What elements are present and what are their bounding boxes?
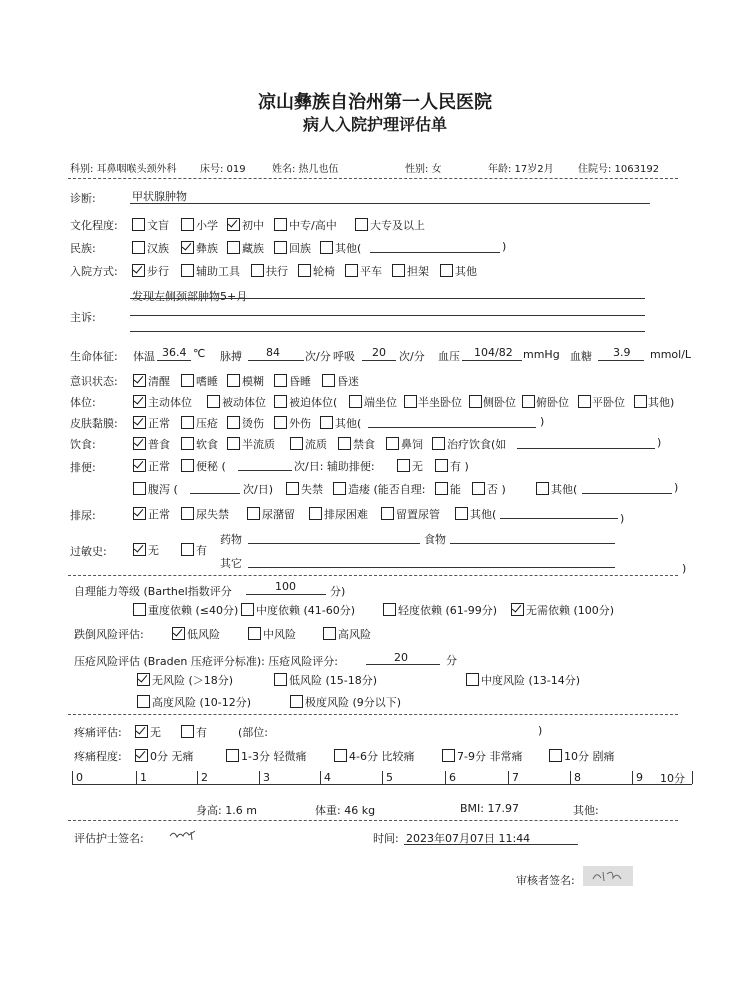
fall-checkbox-0[interactable] <box>172 627 185 640</box>
edu-checkbox-4[interactable] <box>355 218 368 231</box>
pain-scale-tick <box>445 771 446 784</box>
diet-option-5: 鼻饲 <box>401 438 423 451</box>
time-underline <box>404 844 578 845</box>
selfcare-checkbox-0[interactable] <box>133 603 146 616</box>
urine-label: 排尿: <box>70 509 96 522</box>
selfcare-score[interactable]: 100 <box>275 580 296 593</box>
stool-diarrhea-checkbox[interactable] <box>133 482 146 495</box>
temp-value[interactable]: 36.4 <box>162 346 187 359</box>
education-label: 文化程度: <box>70 219 118 232</box>
con-option-1: 嗜睡 <box>196 375 218 388</box>
skin-checkbox-3[interactable] <box>274 416 287 429</box>
adm-option-6: 其他 <box>455 265 477 278</box>
stool-constipation-label: 便秘 ( <box>196 460 226 473</box>
eth-checkbox-4[interactable] <box>320 241 333 254</box>
selfcare-checkbox-1[interactable] <box>241 603 254 616</box>
pos-checkbox-0[interactable] <box>133 395 146 408</box>
pain-level-checkbox-3[interactable] <box>442 749 455 762</box>
pos-option-7: 平卧位 <box>592 396 625 409</box>
stool-freq-unit: 次/日: 辅助排便: <box>294 460 375 473</box>
glucose-line <box>598 360 644 361</box>
pressure-checkbox-1[interactable] <box>274 673 287 686</box>
edu-checkbox-2[interactable] <box>227 218 240 231</box>
pressure-option-1: 低风险 (15-18分) <box>289 674 378 687</box>
diet-checkbox-6[interactable] <box>432 437 445 450</box>
pain-level-option-0: 0分 无痛 <box>150 750 194 763</box>
pos-option-0: 主动体位 <box>148 396 192 409</box>
pain-scale-label: 5 <box>386 771 393 784</box>
diet-label: 饮食: <box>70 438 96 451</box>
diet-checkbox-2[interactable] <box>227 437 240 450</box>
urine-checkbox-0[interactable] <box>133 507 146 520</box>
age: 年龄: 17岁2月 <box>488 164 554 175</box>
pain-scale-label: 4 <box>324 771 331 784</box>
form-title: 病人入院护理评估单 <box>302 115 447 134</box>
allergy-none-label: 无 <box>148 544 159 557</box>
divider <box>68 575 678 576</box>
time-value: 2023年07月07日 11:44 <box>406 832 531 845</box>
pain-scale-label: 8 <box>574 771 581 784</box>
pain-scale-label: 6 <box>449 771 456 784</box>
diet-close: ) <box>657 436 662 449</box>
pos-checkbox-2[interactable] <box>274 395 287 408</box>
pos-option-4: 半坐卧位 <box>418 396 462 409</box>
adm-option-5: 担架 <box>407 265 429 278</box>
admission-no: 住院号: 1063192 <box>578 164 660 175</box>
con-option-2: 模糊 <box>242 375 264 388</box>
diet-option-3: 流质 <box>305 438 327 451</box>
pain-scale-tick <box>320 771 321 784</box>
fall-option-2: 高风险 <box>338 628 371 641</box>
pain-level-checkbox-2[interactable] <box>334 749 347 762</box>
body-other-label: 其他: <box>573 804 599 817</box>
pulse-label: 脉搏 <box>220 350 242 363</box>
pressure-option-4: 极度风险 (9分以下) <box>305 696 402 709</box>
pain-scale-label: 9 <box>636 771 643 784</box>
skin-option-2: 烫伤 <box>242 417 264 430</box>
divider <box>68 820 678 821</box>
pos-checkbox-4[interactable] <box>404 395 417 408</box>
stool-close: ) <box>674 481 679 494</box>
fall-option-1: 中风险 <box>263 628 296 641</box>
selfcare-option-0: 重度依赖 (≤40分) <box>148 604 239 617</box>
skin-option-4: 其他( <box>335 417 362 430</box>
weight-value: 体重: 46 kg <box>315 804 376 817</box>
con-checkbox-2[interactable] <box>227 374 240 387</box>
adm-option-3: 轮椅 <box>313 265 335 278</box>
pain-scale-tick <box>259 771 260 784</box>
allergy-close: ) <box>682 562 687 575</box>
urine-option-3: 排尿困难 <box>324 508 368 521</box>
pain-level-checkbox-4[interactable] <box>549 749 562 762</box>
pain-scale-label: 2 <box>201 771 208 784</box>
resp-label: 呼吸 <box>333 350 355 363</box>
stool-has-checkbox[interactable] <box>435 459 448 472</box>
skin-option-3: 外伤 <box>289 417 311 430</box>
urine-option-5: 其他( <box>470 508 497 521</box>
glucose-unit: mmol/L <box>650 348 692 361</box>
allergy-has-label: 有 <box>196 544 207 557</box>
con-option-0: 清醒 <box>148 375 170 388</box>
selfcare-unit: 分) <box>330 585 346 598</box>
urine-option-0: 正常 <box>148 508 170 521</box>
pressure-line <box>366 664 440 665</box>
pain-scale-line <box>72 784 692 785</box>
pos-checkbox-6[interactable] <box>522 395 535 408</box>
selfcare-option-2: 轻度依赖 (61-99分) <box>398 604 498 617</box>
complaint-line-2 <box>130 315 645 316</box>
pos-option-3: 端坐位 <box>364 396 397 409</box>
time-label: 时间: <box>373 832 399 845</box>
pain-level-option-2: 4-6分 比较痛 <box>349 750 415 763</box>
pressure-checkbox-2[interactable] <box>466 673 479 686</box>
glucose-label: 血糖 <box>570 350 592 363</box>
pain-scale-label: 3 <box>263 771 270 784</box>
diagnosis-underline <box>130 203 650 204</box>
selfcare-line <box>246 594 326 595</box>
pain-scale-tick <box>382 771 383 784</box>
edu-checkbox-1[interactable] <box>181 218 194 231</box>
diarrhea-line <box>190 493 240 494</box>
pulse-value[interactable]: 84 <box>266 346 280 359</box>
fall-option-0: 低风险 <box>187 628 220 641</box>
allergy-food-line <box>450 543 615 544</box>
stool-label: 排便: <box>70 461 96 474</box>
urine-other-line <box>500 518 618 519</box>
pain-scale-tick <box>632 771 633 784</box>
stool-can-label: 能 <box>450 483 461 496</box>
pain-level-option-1: 1-3分 轻微痛 <box>241 750 307 763</box>
stool-stoma-checkbox[interactable] <box>333 482 346 495</box>
skin-checkbox-2[interactable] <box>227 416 240 429</box>
skin-checkbox-1[interactable] <box>181 416 194 429</box>
adm-option-2: 扶行 <box>266 265 288 278</box>
urine-checkbox-1[interactable] <box>181 507 194 520</box>
urine-close: ) <box>620 512 625 525</box>
stool-other-checkbox[interactable] <box>536 482 549 495</box>
resp-unit: 次/分 <box>399 350 425 363</box>
consciousness-label: 意识状态: <box>70 375 118 388</box>
reviewer-signature-label: 审核者签名: <box>516 874 575 887</box>
nurse-signature-label: 评估护士签名: <box>74 832 144 845</box>
stool-constipation-checkbox[interactable] <box>181 459 194 472</box>
diagnosis-value[interactable]: 甲状腺肿物 <box>132 190 187 203</box>
adm-option-1: 辅助工具 <box>196 265 240 278</box>
complaint-line-1 <box>130 298 645 299</box>
adm-checkbox-0[interactable] <box>132 264 145 277</box>
stool-can-checkbox[interactable] <box>435 482 448 495</box>
pulse-line <box>248 360 304 361</box>
pos-checkbox-1[interactable] <box>207 395 220 408</box>
hospital-name: 凉山彝族自治州第一人民医院 <box>258 92 492 113</box>
diet-option-0: 普食 <box>148 438 170 451</box>
pain-has-checkbox[interactable] <box>181 725 194 738</box>
edu-option-1: 小学 <box>196 219 218 232</box>
adm-checkbox-1[interactable] <box>181 264 194 277</box>
allergy-drug-line <box>248 543 420 544</box>
diagnosis-label: 诊断: <box>70 192 96 205</box>
pressure-option-3: 高度风险 (10-12分) <box>152 696 252 709</box>
stool-other-label: 其他( <box>551 483 578 496</box>
diet-option-4: 禁食 <box>353 438 375 451</box>
pressure-checkbox-0[interactable] <box>137 673 150 686</box>
ethnicity-label: 民族: <box>70 242 96 255</box>
allergy-has-checkbox[interactable] <box>181 543 194 556</box>
pain-scale-tick <box>72 771 73 784</box>
stool-incontinence-label: 失禁 <box>301 483 323 496</box>
selfcare-checkbox-2[interactable] <box>383 603 396 616</box>
urine-option-2: 尿潴留 <box>262 508 295 521</box>
vitals-label: 生命体征: <box>70 350 118 363</box>
pos-option-6: 俯卧位 <box>536 396 569 409</box>
edu-option-0: 文盲 <box>147 219 169 232</box>
eth-checkbox-0[interactable] <box>132 241 145 254</box>
stool-normal-checkbox[interactable] <box>133 459 146 472</box>
eth-checkbox-1[interactable] <box>181 241 194 254</box>
con-option-3: 昏睡 <box>289 375 311 388</box>
diet-option-6: 治疗饮食(如 <box>447 438 507 451</box>
urine-checkbox-5[interactable] <box>455 507 468 520</box>
selfcare-label: 自理能力等级 (Barthel指数评分 <box>74 585 232 598</box>
pressure-unit: 分 <box>446 654 457 667</box>
pain-scale-tick <box>570 771 571 784</box>
stool-none-label: 无 <box>412 460 423 473</box>
diet-checkbox-5[interactable] <box>386 437 399 450</box>
edu-checkbox-0[interactable] <box>132 218 145 231</box>
complaint-line-3 <box>130 331 645 332</box>
allergy-none-checkbox[interactable] <box>133 543 146 556</box>
con-option-4: 昏迷 <box>337 375 359 388</box>
constipation-line <box>238 470 292 471</box>
fall-label: 跌倒风险评估: <box>74 628 144 641</box>
allergy-other-line <box>248 567 615 568</box>
bp-line <box>462 360 522 361</box>
selfcare-checkbox-3[interactable] <box>511 603 524 616</box>
pain-scale-tick <box>692 771 693 784</box>
adm-option-4: 平车 <box>360 265 382 278</box>
resp-value[interactable]: 20 <box>372 346 386 359</box>
edu-option-4: 大专及以上 <box>370 219 425 232</box>
adm-checkbox-5[interactable] <box>392 264 405 277</box>
allergy-food-label: 食物 <box>424 533 446 546</box>
skin-close: ) <box>540 415 545 428</box>
diet-checkbox-1[interactable] <box>181 437 194 450</box>
allergy-label: 过敏史: <box>70 545 107 558</box>
con-checkbox-1[interactable] <box>181 374 194 387</box>
bp-label: 血压 <box>438 350 460 363</box>
eth-option-4: 其他( <box>335 242 362 255</box>
pressure-checkbox-4[interactable] <box>290 695 303 708</box>
pain-none-label: 无 <box>150 726 161 739</box>
selfcare-option-1: 中度依赖 (41-60分) <box>256 604 356 617</box>
bp-unit: mmHg <box>523 348 560 361</box>
eth-option-0: 汉族 <box>147 242 169 255</box>
diet-checkbox-4[interactable] <box>338 437 351 450</box>
stool-has-label: 有 ) <box>450 460 469 473</box>
skin-checkbox-0[interactable] <box>133 416 146 429</box>
pos-checkbox-5[interactable] <box>469 395 482 408</box>
con-checkbox-3[interactable] <box>274 374 287 387</box>
eth-checkbox-3[interactable] <box>274 241 287 254</box>
fall-checkbox-1[interactable] <box>248 627 261 640</box>
edu-checkbox-3[interactable] <box>274 218 287 231</box>
pain-level-option-4: 10分 剧痛 <box>564 750 615 763</box>
pain-has-label: 有 <box>196 726 207 739</box>
complaint-value[interactable]: 发现左侧颈部肿物5+月 <box>132 290 248 303</box>
eth-other-line <box>370 252 500 253</box>
patient-name: 姓名: 热几也伍 <box>272 164 339 175</box>
glucose-value[interactable]: 3.9 <box>613 346 631 359</box>
con-checkbox-0[interactable] <box>133 374 146 387</box>
pain-level-checkbox-0[interactable] <box>135 749 148 762</box>
fall-checkbox-2[interactable] <box>323 627 336 640</box>
height-value: 身高: 1.6 m <box>196 804 257 817</box>
resp-line <box>362 360 396 361</box>
diet-checkbox-3[interactable] <box>290 437 303 450</box>
urine-checkbox-2[interactable] <box>247 507 260 520</box>
stool-cannot-label: 否 ) <box>487 483 506 496</box>
skin-option-1: 压疮 <box>196 417 218 430</box>
pain-scale-tick <box>508 771 509 784</box>
stool-diarrhea-unit: 次/日) <box>243 483 273 496</box>
adm-checkbox-6[interactable] <box>440 264 453 277</box>
pos-checkbox-7[interactable] <box>578 395 591 408</box>
diet-checkbox-0[interactable] <box>133 437 146 450</box>
diet-option-2: 半流质 <box>242 438 275 451</box>
stool-other-line <box>582 493 672 494</box>
pressure-checkbox-3[interactable] <box>137 695 150 708</box>
urine-option-1: 尿失禁 <box>196 508 229 521</box>
pain-none-checkbox[interactable] <box>135 725 148 738</box>
eth-option-3: 回族 <box>289 242 311 255</box>
skin-option-0: 正常 <box>148 417 170 430</box>
stool-cannot-checkbox[interactable] <box>472 482 485 495</box>
urine-checkbox-4[interactable] <box>381 507 394 520</box>
divider <box>68 178 678 179</box>
pain-site-label: (部位: <box>238 726 268 739</box>
divider <box>68 714 678 715</box>
temp-unit: ℃ <box>193 347 206 360</box>
reviewer-signature <box>583 866 633 886</box>
eth-close: ) <box>502 240 507 253</box>
temp-label: 体温 <box>133 350 155 363</box>
sex: 性别: 女 <box>405 164 442 175</box>
eth-option-1: 彝族 <box>196 242 218 255</box>
pain-scale-tick <box>136 771 137 784</box>
eth-option-2: 藏族 <box>242 242 264 255</box>
con-checkbox-4[interactable] <box>322 374 335 387</box>
pain-level-label: 疼痛程度: <box>74 750 122 763</box>
allergy-drug-label: 药物 <box>220 533 242 546</box>
adm-checkbox-3[interactable] <box>298 264 311 277</box>
edu-option-2: 初中 <box>242 219 264 232</box>
pain-eval-label: 疼痛评估: <box>74 726 122 739</box>
pain-scale-label: 0 <box>76 771 83 784</box>
pressure-option-0: 无风险 (＞18分) <box>152 674 234 687</box>
dept: 科别: 耳鼻咽喉头颈外科 <box>70 164 177 175</box>
pos-option-1: 被动体位 <box>222 396 266 409</box>
adm-checkbox-2[interactable] <box>251 264 264 277</box>
pain-scale-label: 1 <box>140 771 147 784</box>
allergy-other-label: 其它 <box>220 557 242 570</box>
stool-incontinence-checkbox[interactable] <box>286 482 299 495</box>
pain-scale-label: 7 <box>512 771 519 784</box>
stool-normal-label: 正常 <box>148 460 170 473</box>
pressure-option-2: 中度风险 (13-14分) <box>481 674 581 687</box>
pos-option-8: 其他) <box>648 396 675 409</box>
skin-checkbox-4[interactable] <box>320 416 333 429</box>
adm-checkbox-4[interactable] <box>345 264 358 277</box>
skin-label: 皮肤黏膜: <box>70 417 118 430</box>
pulse-unit: 次/分 <box>305 350 331 363</box>
admission-mode-label: 入院方式: <box>70 265 118 278</box>
stool-stoma-label: 造瘘 (能否自理: <box>348 483 426 496</box>
diet-other-line <box>517 448 655 449</box>
pain-site-close: ) <box>538 724 543 737</box>
pressure-label: 压疮风险评估 (Braden 压疮评分标准): 压疮风险评分: <box>74 655 339 668</box>
edu-option-3: 中专/高中 <box>289 219 337 232</box>
skin-other-line <box>368 427 536 428</box>
selfcare-option-3: 无需依赖 (100分) <box>526 604 615 617</box>
pain-level-option-3: 7-9分 非常痛 <box>457 750 523 763</box>
nurse-signature <box>168 826 198 842</box>
temp-line <box>157 360 191 361</box>
stool-none-checkbox[interactable] <box>397 459 410 472</box>
bed-no: 床号: 019 <box>200 164 246 175</box>
diet-option-1: 软食 <box>196 438 218 451</box>
bp-value[interactable]: 104/82 <box>474 346 513 359</box>
pressure-score[interactable]: 20 <box>394 651 408 664</box>
position-label: 体位: <box>70 396 96 409</box>
pos-option-5: 侧卧位 <box>483 396 516 409</box>
pain-level-checkbox-1[interactable] <box>226 749 239 762</box>
pos-checkbox-8[interactable] <box>634 395 647 408</box>
urine-option-4: 留置尿管 <box>396 508 440 521</box>
stool-diarrhea-label: 腹泻 ( <box>148 483 178 496</box>
adm-option-0: 步行 <box>147 265 169 278</box>
complaint-label: 主诉: <box>70 311 96 324</box>
pain-scale-end-label: 10分 <box>660 772 685 785</box>
pos-option-2: 被迫体位( <box>289 396 338 409</box>
eth-checkbox-2[interactable] <box>227 241 240 254</box>
bmi-value: BMI: 17.97 <box>460 802 519 815</box>
urine-checkbox-3[interactable] <box>309 507 322 520</box>
pain-scale-tick <box>197 771 198 784</box>
pos-checkbox-3[interactable] <box>349 395 362 408</box>
